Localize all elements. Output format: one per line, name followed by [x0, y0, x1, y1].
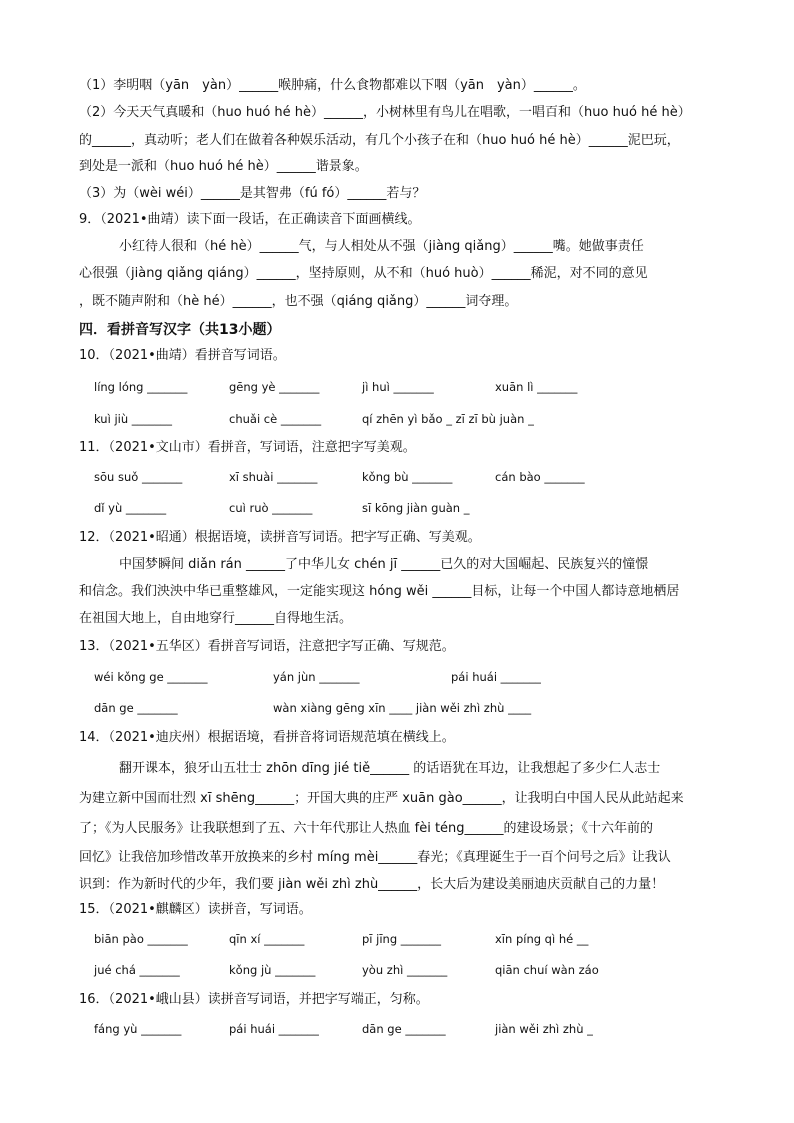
pinyin-item: biān pào _______	[94, 932, 188, 946]
pinyin-item: qiān chuí wàn záo	[495, 963, 599, 977]
text-line: 翻开课本，狼牙山五壮士 zhōn dīng jié tiě______ 的话语犹在耳边，让我想起了多少仁人志士	[119, 761, 661, 776]
text-line: 为建立新中国而壮烈 xī shēng______；开国大典的庄严 xuān gào______，让我明白中国人民从此站起来	[79, 791, 684, 806]
text-line: 到处是一派和（huo huó hé hè）______谐景象。	[79, 159, 368, 174]
pinyin-item: wàn xiàng gēng xīn ____ jiàn wěi zhì zhù ____	[273, 701, 532, 715]
text-line: （2）今天天气真暖和（huo huó hé hè）______，小树林里有鸟儿在唱歌，一唱百和（huo huó hé hè）	[79, 105, 691, 120]
question-11-heading: 11．（2021•文山市）看拼音，写词语，注意把字写美观。	[79, 440, 416, 455]
text-line: （1）李明咽（yān yàn）______喉肿痛，什么食物都难以下咽（yān yàn）______。	[79, 78, 586, 93]
text-line: 回忆》让我倍加珍惜改革开放换来的乡村 míng mèi______春光；《真理诞生于一百个问号之后》让我认	[79, 850, 671, 865]
text-line: 和信念。我们泱泱中华已重整雄风，一定能实现这 hóng wěi ______目标，让每一个中国人都诗意地栖居	[79, 584, 680, 599]
pinyin-item: gēng yè _______	[229, 380, 320, 394]
pinyin-item: yòu zhì _______	[362, 963, 448, 977]
pinyin-item: jì huì _______	[362, 380, 434, 394]
pinyin-item: xī shuài _______	[229, 470, 318, 484]
text-line: 中国梦瞬间 diǎn rán ______了中华儿女 chén jī ______已久的对大国崛起、民族复兴的憧憬	[119, 557, 649, 572]
question-12-heading: 12．（2021•昭通）根据语境，读拼音写词语。把字写正确、写美观。	[79, 530, 481, 545]
text-line: 识到：作为新时代的少年，我们要 jiàn wěi zhì zhù______，长大后为建设美丽迪庆贡献自己的力量！	[79, 877, 665, 892]
question-16-heading: 16．（2021•峨山县）读拼音写词语，并把字写端正，匀称。	[79, 992, 429, 1007]
pinyin-item: yán jùn _______	[273, 670, 360, 684]
text-line: ，既不随声附和（hè hé）______，也不强（qiáng qiǎng）______词夺理。	[79, 294, 518, 309]
pinyin-item: pái huái _______	[229, 1022, 319, 1036]
text-line: （3）为（wèi wéi）______是其智弗（fú fó）______若与？	[79, 186, 426, 201]
pinyin-item: líng lóng _______	[94, 380, 188, 394]
pinyin-item: wéi kǒng ge _______	[94, 670, 208, 684]
question-10-heading: 10．（2021•曲靖）看拼音写词语。	[79, 348, 286, 363]
text-line: 心很强（jiàng qiǎng qiáng）______，坚持原则，从不和（huó huò）______稀泥，对不同的意见	[79, 266, 648, 281]
pinyin-item: qí zhēn yì bǎo _ zī zī bù juàn _	[362, 412, 534, 426]
pinyin-item: pī jīng _______	[362, 932, 442, 946]
question-13-heading: 13．（2021•五华区）看拼音写词语，注意把字写正确、写规范。	[79, 639, 455, 654]
pinyin-item: jiàn wěi zhì zhù _	[495, 1022, 593, 1036]
question-9-heading: 9．（2021•曲靖）读下面一段话，在正确读音下面画横线。	[79, 212, 421, 227]
pinyin-item: jué chá _______	[94, 963, 180, 977]
pinyin-item: kǒng jù _______	[229, 963, 316, 977]
text-line: 小红待人很和（hé hè）______气，与人相处从不强（jiàng qiǎng）______嘴。她做事责任	[119, 239, 644, 254]
pinyin-item: kǒng bù _______	[362, 470, 453, 484]
text-line: 了；《为人民服务》让我联想到了五、六十年代那让人热血 fèi téng______的建设场景；《十六年前的	[79, 821, 654, 836]
pinyin-item: pái huái _______	[451, 670, 541, 684]
pinyin-item: sī kōng jiàn guàn _	[362, 501, 470, 515]
pinyin-item: fáng yù _______	[94, 1022, 182, 1036]
pinyin-item: xīn píng qì hé __	[495, 932, 589, 946]
pinyin-item: sōu suǒ _______	[94, 470, 183, 484]
question-14-heading: 14．（2021•迪庆州）根据语境，看拼音将词语规范填在横线上。	[79, 730, 455, 745]
pinyin-item: cán bào _______	[495, 470, 585, 484]
pinyin-item: kuì jiù _______	[94, 412, 173, 426]
pinyin-item: dǐ yù _______	[94, 501, 167, 515]
pinyin-item: dān ge _______	[362, 1022, 446, 1036]
pinyin-item: xuān lì _______	[495, 380, 578, 394]
text-line: 在祖国大地上，自由地穿行______自得地生活。	[79, 611, 353, 626]
text-line: 的______，真动听；老人们在做着各种娱乐活动，有几个小孩子在和（huo huó hé hè）______泥巴玩，	[79, 133, 680, 148]
pinyin-item: qīn xí _______	[229, 932, 305, 946]
pinyin-item: cuì ruò _______	[229, 501, 313, 515]
section-heading: 四．看拼音写汉字（共13小题）	[79, 322, 281, 338]
question-15-heading: 15．（2021•麒麟区）读拼音，写词语。	[79, 902, 312, 917]
pinyin-item: dān ge _______	[94, 701, 178, 715]
pinyin-item: chuǎi cè _______	[229, 412, 322, 426]
